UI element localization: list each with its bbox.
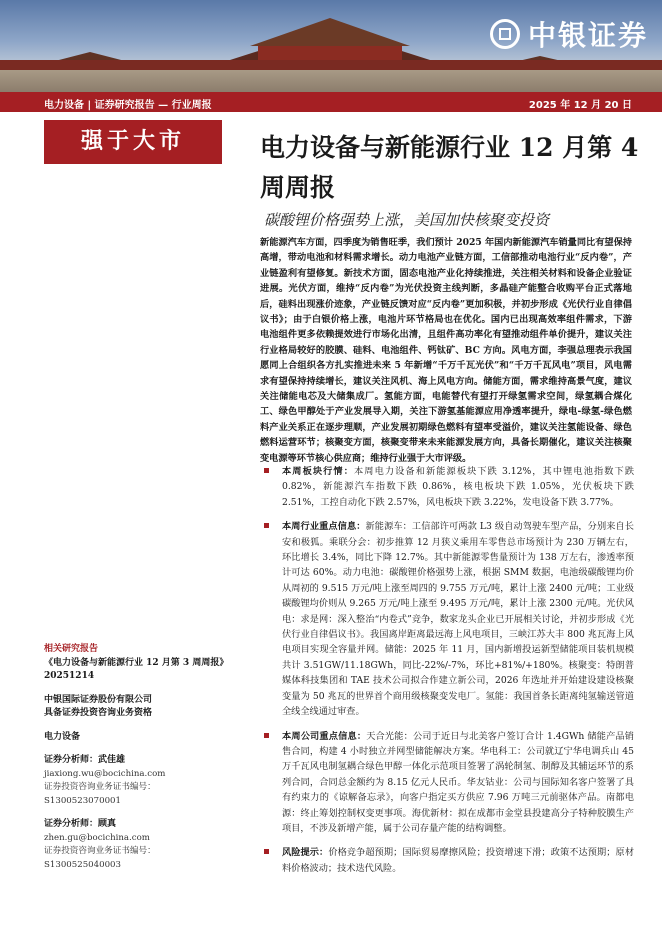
sector-label: 电力设备	[44, 731, 81, 742]
header-banner	[0, 0, 662, 92]
bullet-industry-news	[262, 519, 634, 719]
report-category: 电力设备 | 证券研究报告 — 行业周报	[44, 100, 212, 111]
related-report-date: 20251214	[44, 671, 95, 681]
analyst-name: 证券分析师：武佳雄	[44, 755, 126, 765]
related-reports-heading: 相关研究报告	[44, 644, 99, 654]
license-text: 具备证券投资咨询业务资格	[44, 708, 153, 718]
boc-logo-icon	[490, 19, 520, 49]
sidebar	[44, 643, 229, 872]
analyst-cert: 证券投资咨询业务证书编号：S1300525040003	[44, 846, 156, 870]
analyst-email[interactable]: zhen.gu@bocichina.com	[44, 832, 150, 843]
bullet-square-icon	[264, 733, 269, 738]
analyst-block	[44, 754, 224, 808]
key-points	[262, 464, 634, 885]
analyst-name: 证券分析师：顾真	[44, 819, 117, 829]
related-report-title[interactable]: 《电力设备与新能源行业 12 月第 3 周周报》	[44, 657, 229, 668]
analyst-block	[44, 818, 224, 872]
bullet-market	[262, 464, 634, 510]
bullet-head: 本周公司重点信息：	[282, 730, 367, 742]
bullet-square-icon	[264, 468, 269, 473]
bullet-head: 本周板块行情：	[282, 466, 354, 477]
bullet-text: 本周电力设备和新能源板块下跌 3.12%，其中锂电池指数下跌 0.82%，新能源汽车指数下跌 0.86%，核电板块下跌 1.05%，光伏板块下跌 2.51%，工控自动化下跌 2.57%，风电板块下跌 3.22%，发电设备下跌 3.77%。	[282, 466, 635, 508]
bullet-head: 本周行业重点信息：	[282, 521, 366, 533]
rating-text: 强于大市	[80, 129, 185, 154]
bullet-head: 风险提示：	[282, 847, 329, 859]
bullet-square-icon	[264, 523, 269, 528]
bullet-company-news	[262, 729, 634, 837]
analyst-email[interactable]: jiaxiong.wu@bocichina.com	[44, 768, 166, 779]
report-category-bar	[0, 92, 662, 112]
bullet-text: 天合光能：公司于近日与北美客户签订合计 1.4GWh 储能产品销售合同，构建 4 小时独立并网型储能解决方案。华电科工：公司就辽宁华电调兵山 45 万千瓦风电制氢耦合绿色甲醇一体化示范项目签署了涡轮制氢、制醇及其辅运环节的系列合同，合同总金额约为 8.15 亿元人民币。华友钴业：公司与国际知名客户签署了具有约束力的《谅解备忘录》，向客户指定买方供应 7.96 万吨三元前驱体产品。南都电源：终止筹划控制权变更事项。海优新材：拟在成都市金堂县投建高分子特种胶膜生产项目，不涉及新增产能，属于公司存量产能的结构调整。	[282, 730, 634, 834]
bullet-square-icon	[264, 849, 269, 854]
bullet-text: 新能源车：工信部许可两款 L3 级自动驾驶车型产品，分别来自长安和极狐。乘联分会：初步推算 12 月狭义乘用车零售总市场预计为 230 万辆左右，环比增长 3.4%，同比下降 12.7%。其中新能源零售量预计为 138 万左右，渗透率预计可达 60%。动力电池：碳酸锂价格强势上涨，根据 SMM 数据，电池级碳酸锂均价从周初的 9.515 万元/吨上涨至周四的 9.755 万元/吨，累计上涨 2400 元/吨；工业级碳酸锂均价则从 9.265 万元/吨上涨至 9.495 万元/吨，累计上涨 2300 元/吨。光伏风电：求是网：深入整治“内卷式”竞争，数家龙头企业已开展相关讨论，并初步形成《光伏行业自律倡议书》。我国离岸距离最远海上风电项目，三峡江苏大丰 800 兆瓦海上风电项目实现全容量并网。储能：2025 年 11 月，国内新增投运新型储能项目装机规模共计 3.51GW/11.18GWh，同比-22%/-7%，环比+81%/+180%。核聚变：特朗普媒体科技集团和 TAE 技术公司拟合作建立新公司，2026 年选址并开始建设建设核聚变量为 50 兆瓦的世界首个商用级核聚变发电厂。氢能：我国首条长距离纯氢输送管道全线全线通过审查。	[282, 521, 634, 718]
bullet-risk	[262, 845, 634, 876]
company-name: 中银国际证券股份有限公司	[44, 694, 153, 705]
brand-logo	[490, 14, 648, 54]
report-title: 电力设备与新能源行业 12 月第 4 周周报	[260, 133, 639, 202]
report-date: 2025 年 12 月 20 日	[528, 100, 632, 111]
rating-badge	[44, 120, 222, 164]
report-subtitle: 碳酸锂价格强势上涨，美国加快核聚变投资	[264, 211, 550, 229]
analyst-cert: 证券投资咨询业务证书编号：S1300523070001	[44, 782, 156, 806]
bullet-text: 价格竞争超预期；国际贸易摩擦风险；投资增速下滑；政策不达预期；原材料价格波动；技术迭代风险。	[282, 847, 635, 874]
report-summary: 新能源汽车方面，四季度为销售旺季，我们预计 2025 年国内新能源汽车销量同比有望保持高增，带动电池和材料需求增长。动力电池产业链方面，工信部推动电池行业“反内卷”，产业链盈利有望修复。新技术方面，固态电池产业化持续推进，关注相关材料和设备企业验证进展。光伏方面，维持“反内卷”为光伏投资主线判断，多晶硅产能整合收购平台正式落地后，硅料出现涨价迹象，产业链反馈对应“反内卷”更加积极，并初步形成《光伏行业自律倡议书》；由于白银价格上涨，电池片环节格局也在优化。国内已出现高效率组件需求，下游电池组件更多依赖提效进行市场化出清，且组件高功率化有望推动组件单价提升，建议关注行业格局较好的胶膜、硅料、电池组件、钙钛矿、BC 方向。风电方面，李强总理表示我国愿同上合组织各方扎实推进未来 5 年新增“千万千瓦光伏”和“千万千瓦风电”项目，风电需求有望保持持续增长，建议关注风机、海上风电方向。储能方面，需求维持高景气度，建议关注储能电芯及大储集成厂。氢能方面，电能替代有望打开绿氢需求空间，绿氢耦合煤化工、绿色甲醇处于产业发展导入期，关注下游氢基能源应用净透率提升，绿电-绿氢-绿色燃料产业关系正在逐步理顺，产业发展初期绿色燃料有望率受溢价，建议关注氢能设备、绿色燃料运营环节；核聚变方面，核聚变带来未来能源发展方向，具备长期催化，建议关注核聚变电源等环节核心供应商；维持行业强于大市评级。	[260, 237, 632, 464]
brand-name: 中银证券	[527, 19, 648, 52]
